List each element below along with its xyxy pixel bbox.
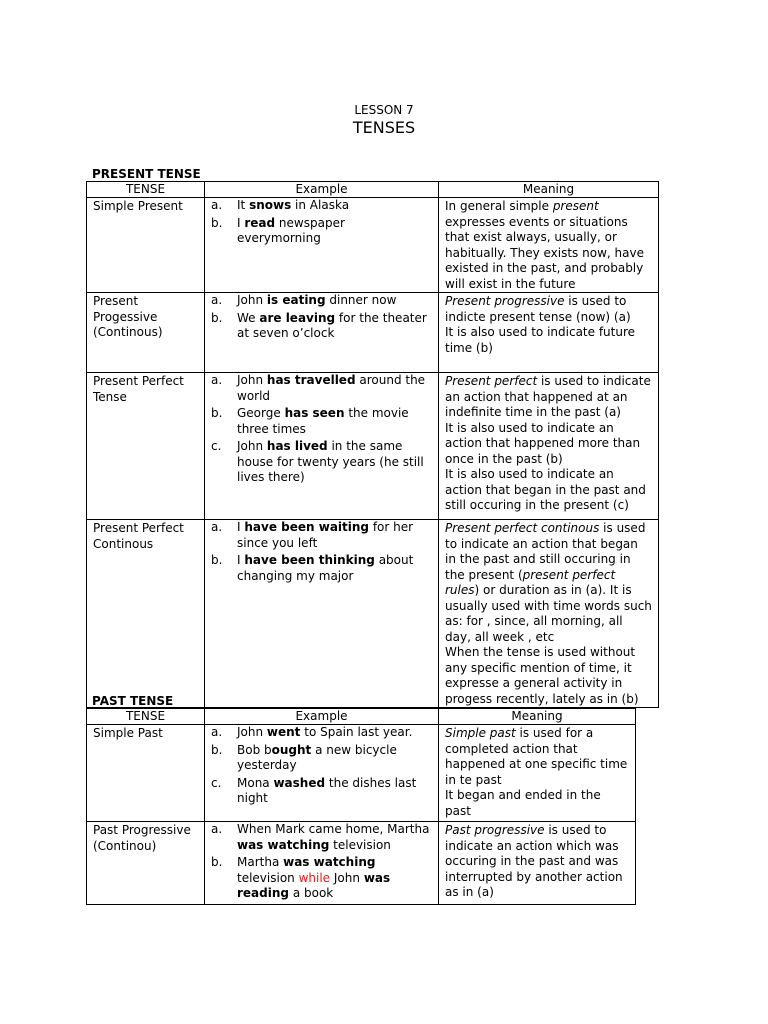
example-item bbox=[211, 406, 432, 437]
list-marker: c. bbox=[211, 775, 222, 790]
example-item bbox=[211, 311, 432, 342]
text: television bbox=[237, 870, 299, 885]
example-item bbox=[211, 293, 432, 309]
text: I bbox=[237, 215, 245, 230]
examples-cell bbox=[205, 822, 439, 905]
bold-text: was reading bbox=[237, 870, 391, 900]
example-item bbox=[211, 743, 432, 774]
example-list bbox=[211, 373, 432, 486]
bold-text: are leaving bbox=[259, 310, 336, 325]
example-list bbox=[211, 293, 432, 342]
table-row bbox=[87, 198, 659, 293]
list-marker: a. bbox=[211, 293, 223, 307]
page-title: TENSES bbox=[352, 118, 416, 137]
text: When the tense is used without any specific mention of time, it expresse a general activity in progess recently, lately as in (b) bbox=[445, 645, 639, 706]
table-row bbox=[87, 373, 659, 520]
text: is used to indicte present tense (now) (a) bbox=[445, 294, 631, 324]
column-header-example: Example bbox=[205, 182, 439, 198]
example-list bbox=[211, 520, 432, 584]
italic-text: Present progressive bbox=[445, 294, 565, 308]
text: I bbox=[237, 553, 245, 567]
italic-text: present bbox=[552, 199, 599, 213]
table-row bbox=[87, 520, 659, 708]
text: to Spain last year. bbox=[300, 725, 413, 739]
example-list bbox=[211, 725, 432, 807]
text: newspaper everymorning bbox=[237, 215, 345, 245]
table-row bbox=[87, 822, 636, 905]
text: Martha bbox=[237, 855, 284, 869]
text: the dishes last night bbox=[237, 775, 417, 805]
text: It began and ended in the past bbox=[445, 788, 601, 818]
tense-name: Simple Past bbox=[87, 725, 205, 822]
list-marker: c. bbox=[211, 439, 222, 453]
meaning-cell bbox=[439, 198, 659, 293]
present-tense-heading: PRESENT TENSE bbox=[92, 167, 201, 181]
italic-text: Simple past bbox=[445, 726, 516, 740]
tense-name: Past Progressive (Continou) bbox=[87, 822, 205, 905]
text: about changing my major bbox=[237, 553, 414, 583]
example-item bbox=[211, 439, 432, 486]
example-list bbox=[211, 822, 432, 902]
list-marker: b. bbox=[211, 215, 223, 230]
italic-text: Present perfect continous bbox=[445, 521, 600, 535]
meaning-cell bbox=[439, 373, 659, 520]
bold-text: was watching bbox=[283, 855, 376, 869]
list-marker: a. bbox=[211, 725, 223, 739]
highlighted-text: while bbox=[298, 870, 331, 885]
bold-text: has travelled bbox=[266, 373, 356, 387]
example-item bbox=[211, 725, 432, 741]
example-item bbox=[211, 776, 432, 807]
bold-text: has seen bbox=[284, 406, 345, 420]
meaning-cell bbox=[439, 822, 636, 905]
list-marker: a. bbox=[211, 198, 223, 212]
column-header-tense: TENSE bbox=[87, 709, 205, 725]
column-header-example: Example bbox=[205, 709, 439, 725]
text: is used for a completed action that happened at one specific time in te past bbox=[445, 726, 628, 787]
tense-name: Simple Present bbox=[87, 198, 205, 293]
bold-text: read bbox=[244, 215, 276, 230]
tense-name: Present Perfect Tense bbox=[87, 373, 205, 520]
text: Mona bbox=[237, 775, 274, 790]
text: John bbox=[237, 373, 267, 387]
text: is used to indicate an action that began in the past and still occuring in the present ( bbox=[445, 521, 646, 582]
list-marker: b. bbox=[211, 742, 223, 757]
text: In general simple bbox=[445, 199, 553, 213]
text: We bbox=[237, 310, 260, 325]
text: I bbox=[237, 520, 245, 534]
example-item bbox=[211, 520, 432, 551]
lesson-number: LESSON 7 bbox=[354, 103, 414, 117]
text: John bbox=[237, 293, 267, 307]
italic-text: Past progressive bbox=[445, 823, 545, 837]
example-item bbox=[211, 198, 432, 214]
examples-cell bbox=[205, 293, 439, 373]
examples-cell bbox=[205, 725, 439, 822]
tense-name: Present Progessive (Continous) bbox=[87, 293, 205, 373]
text: is used to indicate an action that happened at an indefinite time in the past (a) bbox=[445, 374, 651, 419]
text: George bbox=[237, 406, 285, 420]
bold-text: was watching bbox=[237, 837, 330, 852]
text: It is also used to indicate future time (b) bbox=[445, 325, 636, 355]
list-marker: a. bbox=[211, 373, 223, 387]
column-header-meaning: Meaning bbox=[439, 709, 636, 725]
text: John bbox=[237, 725, 267, 739]
text: television bbox=[329, 837, 391, 852]
text: John bbox=[237, 439, 267, 453]
past-tense-table bbox=[86, 708, 636, 905]
examples-cell bbox=[205, 198, 439, 293]
example-list bbox=[211, 198, 432, 247]
list-marker: b. bbox=[211, 310, 223, 325]
text: is used to indicate an action which was occuring in the past and was interrupted by another action as in (a) bbox=[445, 823, 623, 899]
bold-text: ought bbox=[271, 742, 312, 757]
text: the movie three times bbox=[237, 406, 409, 436]
text: expresses events or situations that exist always, usually, or habitually. They exists now, have existed in the past, and probably will exist in the future bbox=[445, 214, 644, 291]
example-item bbox=[211, 822, 432, 853]
table-header-row bbox=[87, 182, 659, 198]
text: for the theater at seven o’clock bbox=[237, 310, 427, 340]
bold-text: have been waiting bbox=[244, 520, 370, 534]
meaning-cell bbox=[439, 725, 636, 822]
text: John bbox=[330, 870, 364, 885]
text: It bbox=[237, 198, 250, 212]
column-header-tense: TENSE bbox=[87, 182, 205, 198]
table-header-row bbox=[87, 709, 636, 725]
example-item bbox=[211, 855, 432, 902]
text: around the world bbox=[237, 373, 426, 403]
list-marker: b. bbox=[211, 855, 223, 869]
table-row bbox=[87, 293, 659, 373]
text: dinner now bbox=[325, 293, 397, 307]
bold-text: is eating bbox=[266, 293, 326, 307]
text: ) or duration as in (a). It is usually used with time words such as: for , since, all morning, all day, all week , etc bbox=[445, 583, 652, 644]
example-item bbox=[211, 216, 432, 247]
text: for her since you left bbox=[237, 520, 414, 550]
bold-text: have been thinking bbox=[244, 553, 375, 567]
present-tense-table bbox=[86, 181, 659, 708]
tense-name: Present Perfect Continous bbox=[87, 520, 205, 708]
meaning-cell bbox=[439, 293, 659, 373]
list-marker: a. bbox=[211, 822, 223, 836]
text: a book bbox=[289, 886, 334, 900]
bold-text: washed bbox=[273, 775, 326, 790]
example-item bbox=[211, 373, 432, 404]
example-item bbox=[211, 553, 432, 584]
past-tense-heading: PAST TENSE bbox=[92, 694, 174, 708]
text: in the same house for twenty years (he still lives there) bbox=[237, 439, 424, 484]
text: It is also used to indicate an action that happened more than once in the past (b) bbox=[445, 420, 641, 466]
italic-text: Present perfect bbox=[445, 374, 538, 388]
list-marker: b. bbox=[211, 553, 223, 567]
list-marker: b. bbox=[211, 406, 223, 420]
text: Bob b bbox=[237, 742, 272, 757]
italic-text: present perfect rules bbox=[445, 567, 616, 597]
column-header-meaning: Meaning bbox=[439, 182, 659, 198]
bold-text: has lived bbox=[266, 439, 328, 453]
bold-text: went bbox=[266, 725, 301, 739]
examples-cell bbox=[205, 373, 439, 520]
text: When Mark came home, Martha bbox=[237, 822, 430, 836]
text: in Alaska bbox=[291, 198, 350, 212]
text: It is also used to indicate an action that began in the past and still occuring in the present (c) bbox=[445, 467, 646, 512]
list-marker: a. bbox=[211, 520, 223, 534]
meaning-cell bbox=[439, 520, 659, 708]
table-row bbox=[87, 725, 636, 822]
bold-text: snows bbox=[249, 198, 292, 212]
examples-cell bbox=[205, 520, 439, 708]
text: a new bicycle yesterday bbox=[237, 742, 397, 772]
